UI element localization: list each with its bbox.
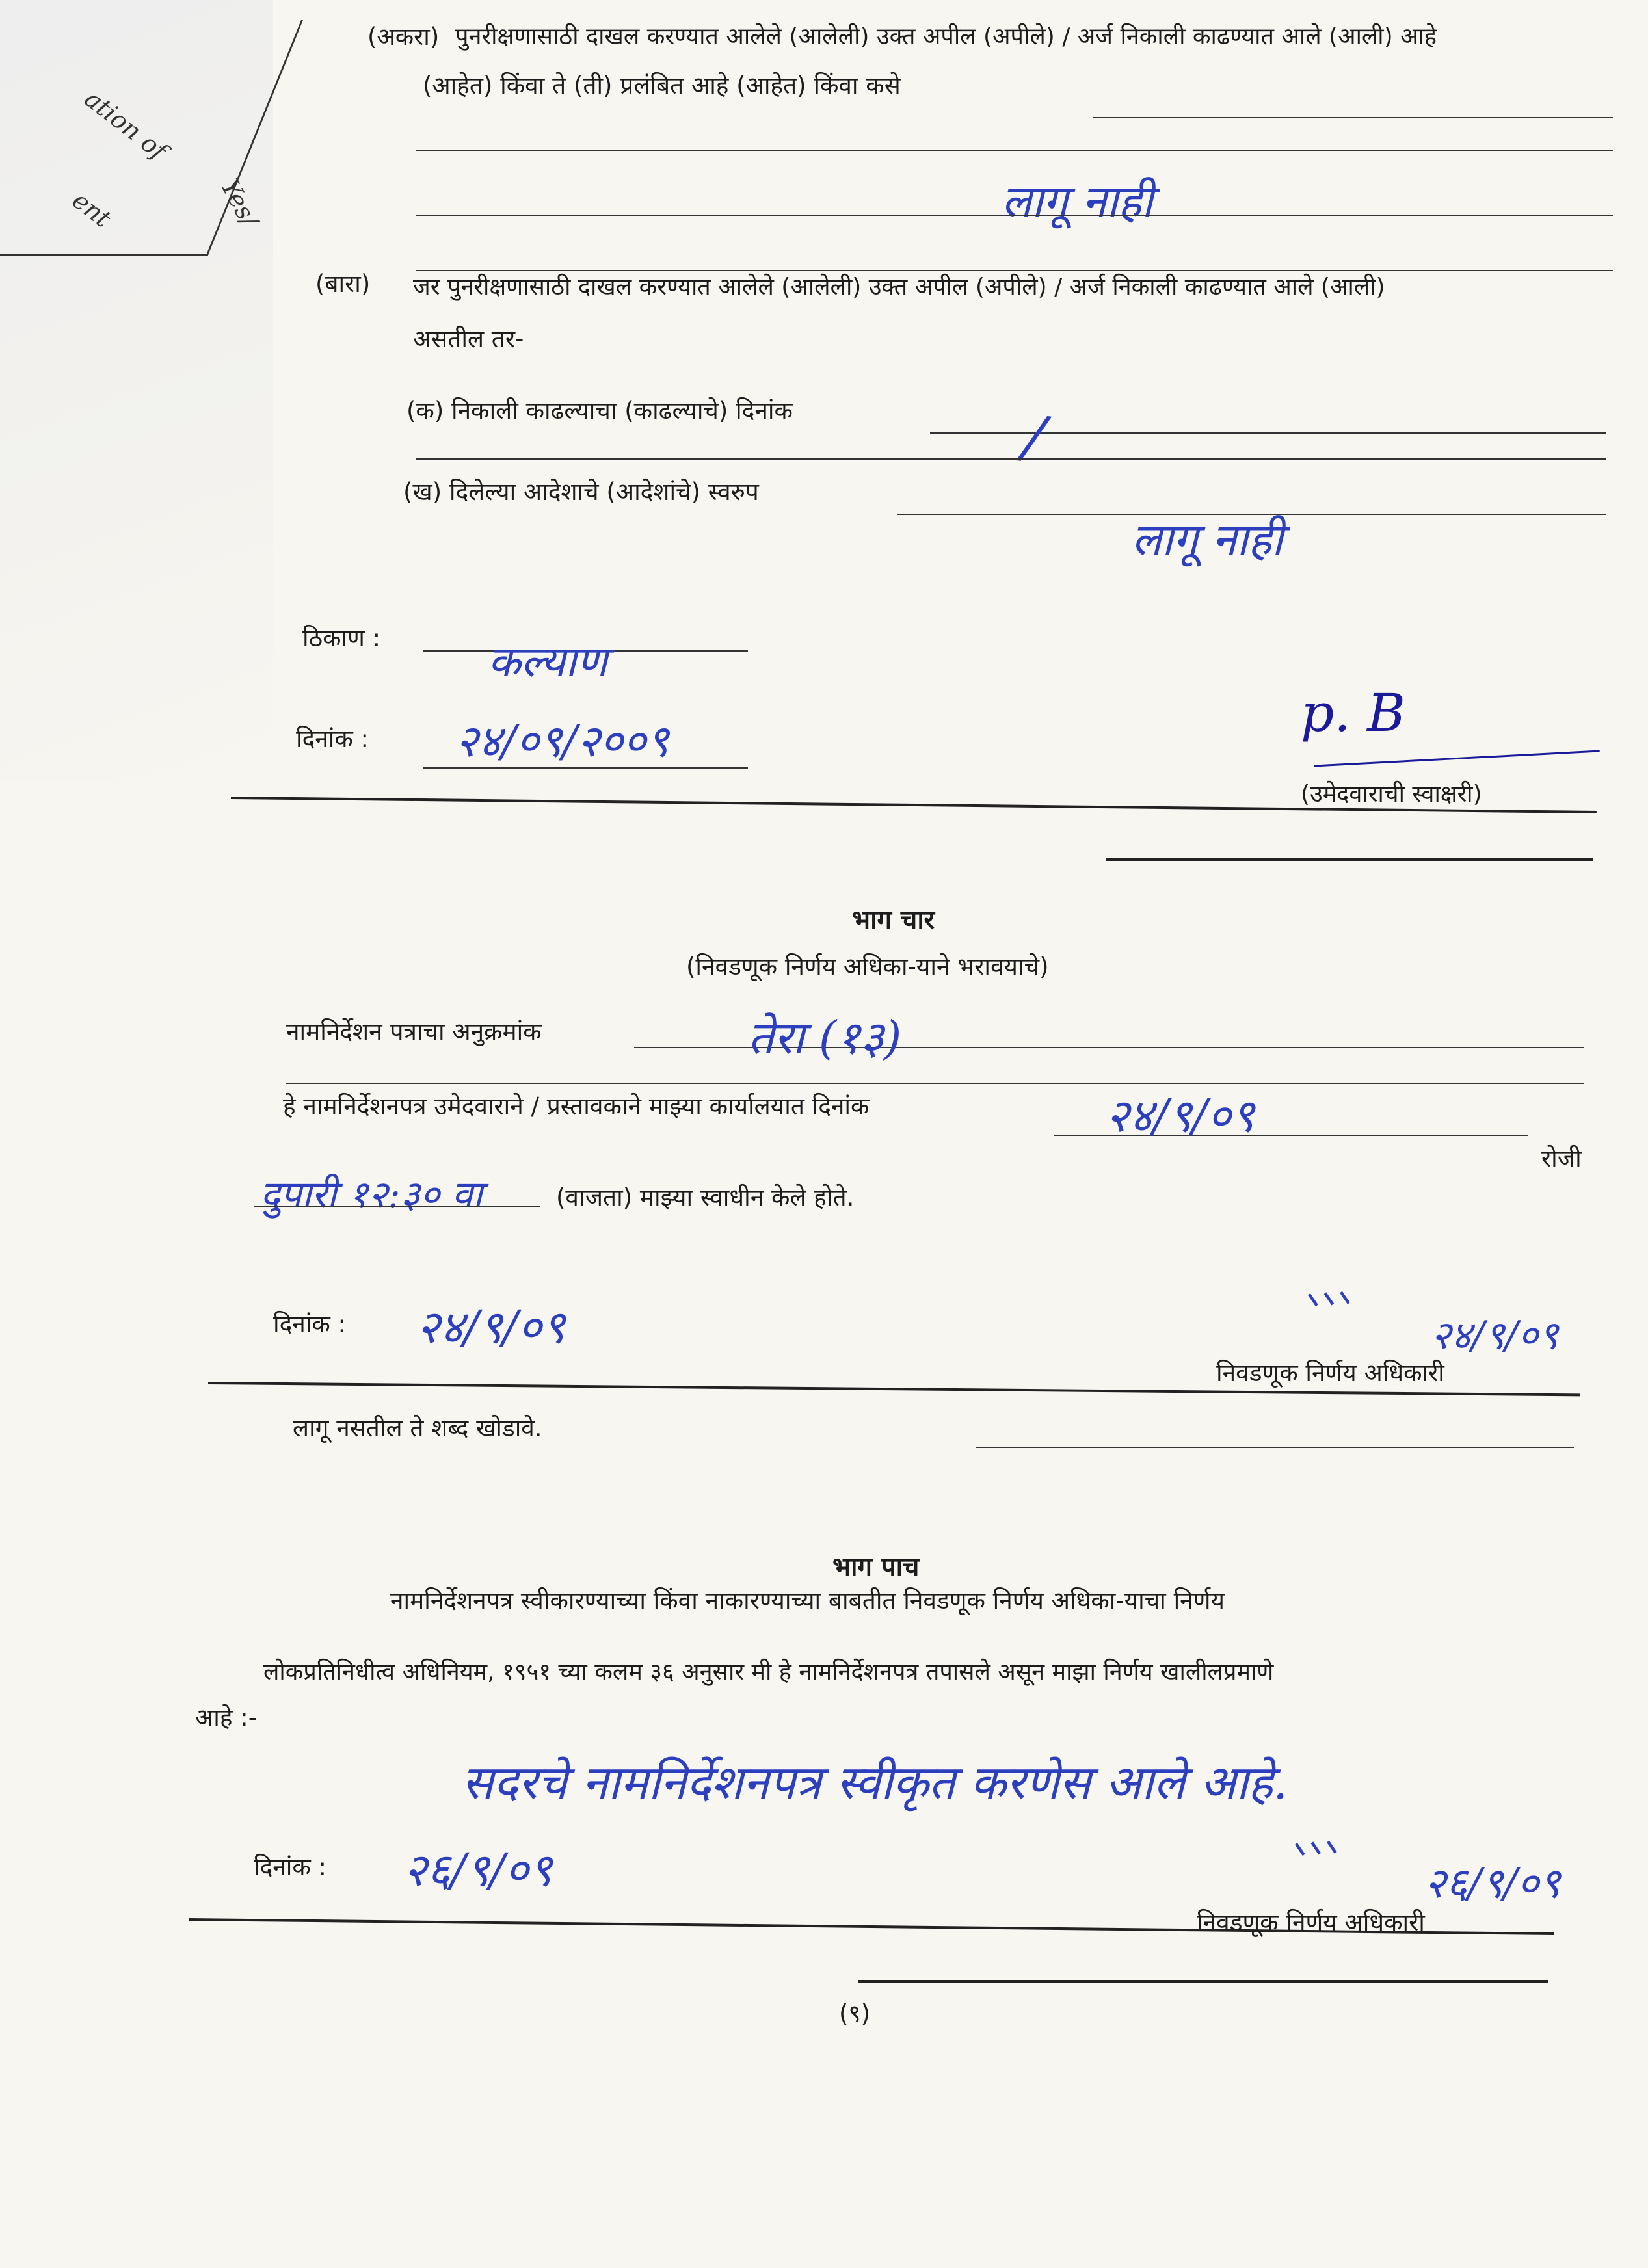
date-handwritten-part-five: २६/९/०९ (403, 1843, 553, 1897)
officer-signature-part-four: ᐠᐠᐠ (1299, 1282, 1350, 1330)
item-11-answer-line-4 (416, 270, 1613, 271)
item-12-line2: असतील तर- (413, 325, 524, 353)
officer-signature-date-part-four: २४/९/०९ (1431, 1313, 1559, 1358)
item-12-a-handwritten: / (1019, 402, 1049, 473)
item-11-answer-line-3 (416, 215, 1613, 216)
part-five-title: भाग पाच (832, 1552, 920, 1582)
strike-note-rule (976, 1447, 1574, 1448)
time-handwritten: दुपारी १२:३० वा (260, 1172, 483, 1217)
officer-caption-part-five: निवडणूक निर्णय अधिकारी (1197, 1908, 1425, 1936)
underlying-text-3: ent (67, 185, 117, 233)
underlying-text-1: ation of (79, 84, 172, 166)
underlying-sheet (0, 0, 273, 780)
item-12-line1: जर पुनरीक्षणासाठी दाखल करण्यात आलेले (आलेली) उक्त अपील (अपीले) / अर्ज निकाली काढण्यात आले (आली) (413, 274, 1385, 300)
serial-line-2 (286, 1083, 1584, 1084)
item-12-a-line-2 (416, 458, 1606, 460)
part-four-title: भाग चार (852, 905, 935, 935)
item-11-answer-handwritten: लागू नाही (1002, 176, 1153, 228)
date-label-part-four: दिनांक : (273, 1310, 346, 1338)
submitted-date-handwritten: २४/९/०९ (1106, 1089, 1255, 1142)
item-12-a-label: (क) निकाली काढल्याचा (काढल्याचे) दिनांक (406, 397, 793, 425)
serial-handwritten: तेरा (१३) (748, 1011, 902, 1064)
part-five-body-line2: आहे :- (195, 1704, 258, 1732)
time-suffix: (वाजता) माझ्या स्वाधीन केले होते. (556, 1183, 855, 1211)
item-11-answer-line-2 (416, 150, 1613, 151)
item-11-line1: पुनरीक्षणासाठी दाखल करण्यात आलेले (आलेली) उक्त अपील (अपीले) / अर्ज निकाली काढण्यात आले (आली) आहे (455, 23, 1437, 50)
item-11-answer-line-1 (1093, 117, 1613, 118)
item-11-line2: (आहेत) किंवा ते (ती) प्रलंबित आहे (आहेत) किंवा कसे (423, 72, 901, 99)
rojee-text: रोजी (1541, 1144, 1582, 1172)
page-number: (९) (839, 1999, 871, 2027)
officer-signature-date-part-five: २६/९/०९ (1424, 1860, 1561, 1908)
part-five-body-line1: लोकप्रतिनिधीत्व अधिनियम, १९५१ च्या कलम ३६ अनुसार मी हे नामनिर्देशनपत्र तपासले असून माझा निर्णय खालीलप्रमाणे (263, 1659, 1274, 1685)
item-11-label: (अकरा) (367, 23, 440, 51)
date-handwritten-part-three: २४/०९/२००९ (455, 716, 669, 767)
date-label-part-five: दिनांक : (254, 1853, 326, 1881)
time-line (254, 1206, 540, 1207)
officer-signature-part-five: ᐠᐠᐠ (1286, 1832, 1337, 1880)
date-label-part-three: दिनांक : (296, 725, 369, 753)
item-12-label: (बारा) (315, 270, 371, 298)
serial-label: नामनिर्देशन पत्राचा अनुक्रमांक (286, 1018, 542, 1046)
strike-note: लागू नसतील ते शब्द खोडावे. (293, 1414, 542, 1442)
candidate-signature-stroke (1314, 750, 1600, 767)
candidate-signature-caption: (उमेदवाराची स्वाक्षरी) (1301, 781, 1482, 808)
underlying-text-2: Yes/ (215, 174, 264, 232)
place-label: ठिकाण : (302, 624, 381, 652)
part-five-end-rule-2 (858, 1980, 1548, 1983)
item-12-b-label: (ख) दिलेल्या आदेशाचे (आदेशांचे) स्वरुप (403, 478, 759, 506)
submitted-line: हे नामनिर्देशनपत्र उमेदवाराने / प्रस्तावकाने माझ्या कार्यालयात दिनांक (283, 1092, 870, 1120)
decision-handwritten: सदरचे नामनिर्देशनपत्र स्वीकृत करणेस आले आहे. (462, 1755, 1288, 1810)
candidate-signature: p. B (1301, 683, 1405, 743)
place-handwritten: कल्याण (488, 637, 607, 687)
date-handwritten-part-four: २४/९/०९ (416, 1300, 566, 1354)
part-five-subtitle: नामनिर्देशनपत्र स्वीकारण्याच्या किंवा नाकारण्याच्या बाबतीत निवडणूक निर्णय अधिका-याचा निर्णय (390, 1587, 1225, 1615)
officer-caption-part-four: निवडणूक निर्णय अधिकारी (1216, 1359, 1444, 1387)
part-four-subtitle: (निवडणूक निर्णय अधिका-याने भरावयाचे) (686, 953, 1049, 981)
part-three-end-rule-2 (1106, 858, 1593, 861)
item-12-b-handwritten: लागू नाही (1132, 514, 1283, 566)
